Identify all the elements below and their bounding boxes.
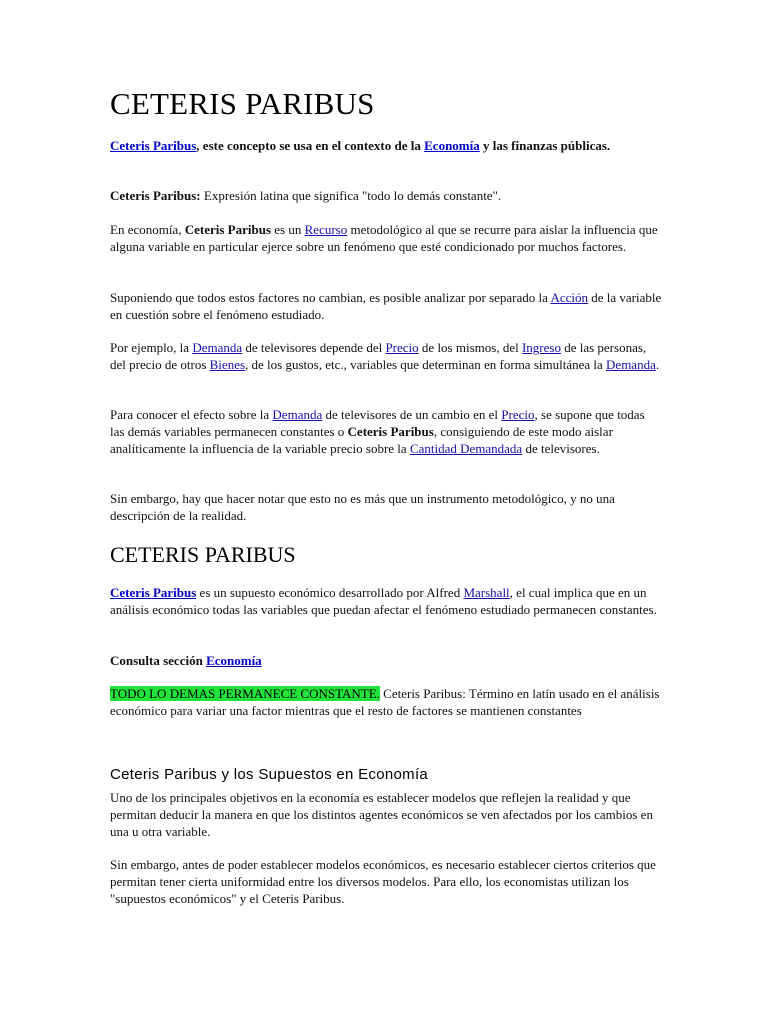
link-ceteris-paribus-2[interactable]: Ceteris Paribus xyxy=(110,585,197,600)
objetivos-paragraph: Uno de los principales objetivos en la economía es establecer modelos que reflejen la realidad y que permitan deducir la manera en que los distintos agentes económicos se ven afectados por los cambios en una u otra variable. xyxy=(110,790,653,839)
definition-paragraph: Ceteris Paribus: Expresión latina que significa "todo lo demás constante". xyxy=(110,188,502,203)
page-title: CETERIS PARIBUS xyxy=(110,86,375,121)
highlight-paragraph: TODO LO DEMAS PERMANECE CONSTANTE. Ceteris Paribus: Término en latín usado en el análisis económico para variar una factor mientras que el resto de factores se mantienen constantes xyxy=(110,686,660,718)
highlighted-text: TODO LO DEMAS PERMANECE CONSTANTE. xyxy=(110,686,380,701)
link-demanda-3[interactable]: Demanda xyxy=(272,407,323,422)
link-demanda-2[interactable]: Demanda xyxy=(606,357,656,372)
criterios-paragraph: Sin embargo, antes de poder establecer modelos económicos, es necesario establecer ciertos criterios que permitan tener cierta uniformidad entre los diversos modelos. Para ello, los economistas utilizan los "supuestos económicos" y el Ceteris Paribus. xyxy=(110,857,656,906)
link-ingreso[interactable]: Ingreso xyxy=(521,340,561,355)
section-heading: CETERIS PARIBUS xyxy=(110,542,296,567)
link-precio[interactable]: Precio xyxy=(385,340,419,355)
link-cantidad-demandada[interactable]: Cantidad Demandada xyxy=(409,441,523,456)
link-demanda[interactable]: Demanda xyxy=(192,340,243,355)
intro-paragraph: Ceteris Paribus, este concepto se usa en el contexto de la Economía y las finanzas públicas. xyxy=(110,138,611,153)
consulta-paragraph: Consulta sección Economía xyxy=(110,653,262,668)
link-economia[interactable]: Economía xyxy=(424,138,480,153)
link-precio-2[interactable]: Precio xyxy=(501,407,535,422)
link-bienes[interactable]: Bienes xyxy=(209,357,246,372)
efecto-paragraph: Para conocer el efecto sobre la Demanda de televisores de un cambio en el Precio, se supone que todas las demás variables permanecen constantes o Ceteris Paribus, consiguiendo de este modo aislar analíticamente la influencia de la variable precio sobre la Cantidad Demandada de televisores. xyxy=(110,407,645,456)
subsection-heading: Ceteris Paribus y los Supuestos en Economía xyxy=(110,766,429,783)
economia-paragraph: En economía, Ceteris Paribus es un Recurso metodológico al que se recurre para aislar la influencia que alguna variable en particular ejerce sobre un fenómeno que esté condicionado por muchos factores. xyxy=(110,222,658,254)
ejemplo-paragraph: Por ejemplo, la Demanda de televisores depende del Precio de los mismos, del Ingreso de las personas, del precio de otros Bienes, de los gustos, etc., variables que determinan en forma simultánea la Demanda. xyxy=(110,340,660,372)
link-ceteris-paribus[interactable]: Ceteris Paribus xyxy=(110,138,197,153)
suponiendo-paragraph: Suponiendo que todos estos factores no cambian, es posible analizar por separado la Acción de la variable en cuestión sobre el fenómeno estudiado. xyxy=(110,290,662,322)
link-economia-section[interactable]: Economía xyxy=(206,653,262,668)
link-marshall[interactable]: Marshall xyxy=(463,585,510,600)
link-accion[interactable]: Acción xyxy=(550,290,588,305)
marshall-paragraph: Ceteris Paribus es un supuesto económico desarrollado por Alfred Marshall, el cual implica que en un análisis económico todas las variables que puedan afectar el fenómeno estudiado permanecen constantes. xyxy=(110,585,657,617)
link-recurso[interactable]: Recurso xyxy=(304,222,348,237)
sin-embargo-paragraph: Sin embargo, hay que hacer notar que esto no es más que un instrumento metodológico, y no una descripción de la realidad. xyxy=(110,491,615,523)
